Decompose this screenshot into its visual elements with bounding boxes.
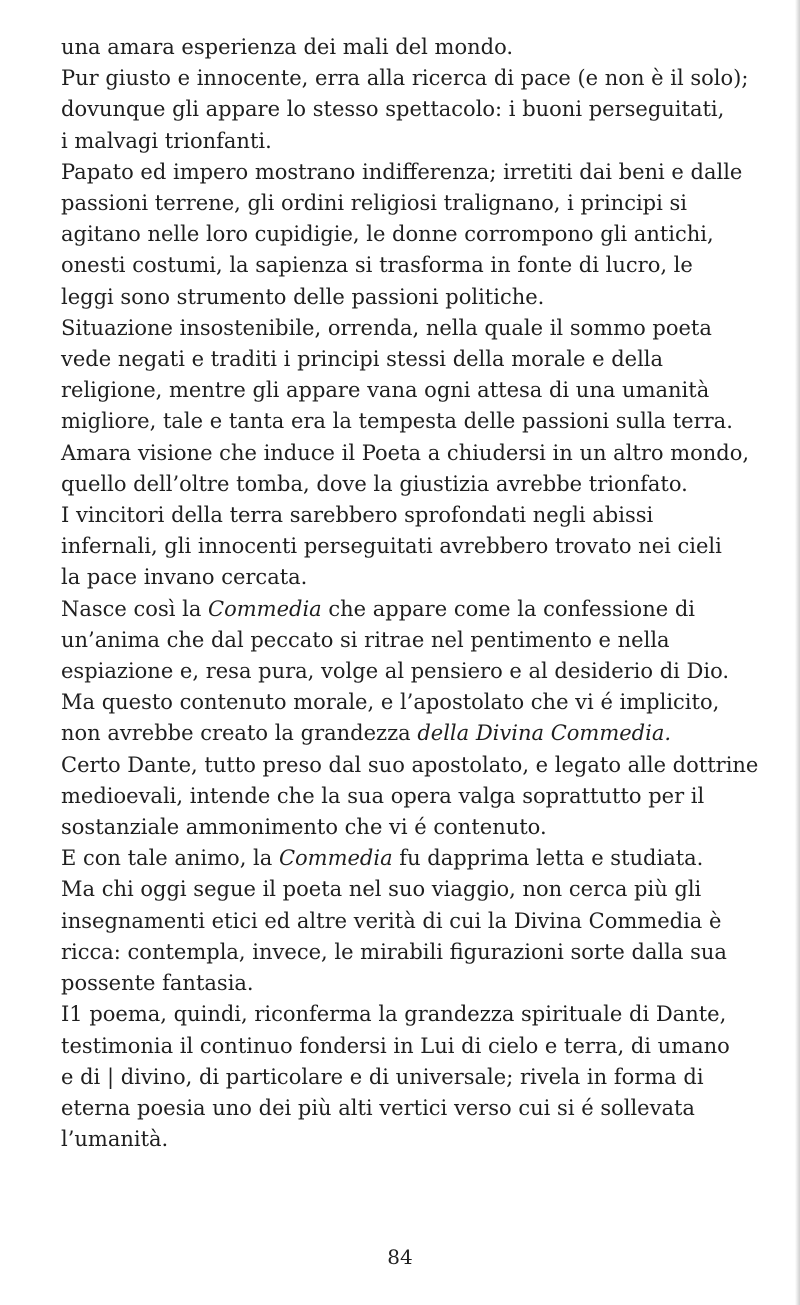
text-line: l’umanità. [61,1127,169,1152]
paragraph-9 [61,750,759,844]
paragraph-11 [61,874,755,999]
title-italic: Commedia [208,596,322,621]
text-line: espiazione e, resa pura, volge al pensiero e al desiderio di Dio. [61,659,730,684]
text-line: insegnamenti etici ed altre verità di cui la Divina Commedia è [61,908,722,933]
text-line: infernali, gli innocenti perseguitati avrebbero trovato nei cieli [61,534,722,559]
text-line [61,843,755,874]
text-run: E con tale animo, la [61,846,279,871]
text-line: quello dell’oltre tomba, dove la giustizia avrebbe trionfato. [61,471,688,496]
text-line: ricca: contempla, invece, le mirabili figurazioni sorte dalla sua [61,939,727,964]
text-line: onesti costumi, la sapienza si trasforma in fonte di lucro, le [61,253,693,278]
text-line: Papato ed impero mostrano indifferenza; irretiti dai beni e dalle [61,159,743,184]
text-line: possente fantasia. [61,971,254,996]
text-line: eterna poesia uno dei più alti vertici verso cui si é sollevata [61,1095,695,1120]
text-line: Amara visione che induce il Poeta a chiudersi in un altro mondo, [61,440,750,465]
paragraph-6 [61,500,755,594]
title-italic: Commedia [278,846,393,871]
text-line: medioevali, intende che la sua opera valga soprattutto per il [61,783,705,808]
text-line: leggi sono strumento delle passioni politiche. [61,284,545,309]
text-line: sostanziale ammonimento che vi é contenuto. [61,815,547,840]
text-run: non avrebbe creato la grandezza [61,721,418,746]
text-line: migliore, tale e tanta era la tempesta delle passioni sulla terra. [61,409,733,434]
text-line: testimonia il continuo fondersi in Lui di cielo e terra, di umano [61,1033,730,1058]
text-line: i malvagi trionfanti. [61,128,272,153]
paragraph-8 [61,687,755,749]
text-run: fu dapprima letta e studiata. [392,846,704,871]
text-line: una amara esperienza dei mali del mondo. [61,35,514,59]
text-line: vede negati e traditi i principi stessi della morale e della [61,347,664,372]
title-italic: della Divina Commedia. [417,721,672,746]
paragraph-3 [61,157,755,313]
paragraph-1 [61,32,755,63]
page-number: 84 [387,1245,413,1269]
paragraph-7 [61,594,755,688]
page-edge-shadow [795,0,800,1305]
text-run: che appare come la confessione di [321,596,695,621]
text-line: religione, mentre gli appare vana ogni attesa di una umanità [61,378,710,403]
paragraph-10 [61,843,755,874]
paragraph-2 [61,63,755,157]
text-line: Certo Dante, tutto preso dal suo apostolato, e legato alle dottrine [61,752,759,777]
text-line: I1 poema, quindi, riconferma la grandezza spirituale di Dante, [61,1002,727,1027]
text-line: Ma questo contenuto morale, e l’apostolato che vi é implicito, [61,690,720,715]
text-line: Situazione insostenibile, orrenda, nella quale il sommo poeta [61,315,712,340]
text-line: agitano nelle loro cupidigie, le donne corrompono gli antichi, [61,222,714,247]
text-line: Pur giusto e innocente, erra alla ricerca di pace (e non è il solo); [61,66,749,91]
text-run: Nasce così la [61,596,209,621]
text-line: passioni terrene, gli ordini religiosi tralignano, i principi si [61,191,688,216]
paragraph-4 [61,313,755,438]
text-line: un’anima che dal peccato si ritrae nel pentimento e nella [61,627,670,652]
text-line [61,718,755,749]
text-line: dovunque gli appare lo stesso spettacolo: i buoni perseguitati, [61,97,725,122]
text-line: Ma chi oggi segue il poeta nel suo viaggio, non cerca più gli [61,877,702,902]
text-line [61,594,755,625]
paragraph-5 [61,438,755,500]
text-line: I vincitori della terra sarebbero sprofondati negli abissi [61,503,654,528]
paragraph-12 [61,999,755,1155]
text-line: la pace invano cercata. [61,565,308,590]
body-text [61,32,759,1155]
text-line: e di | divino, di particolare e di universale; rivela in forma di [61,1064,704,1089]
